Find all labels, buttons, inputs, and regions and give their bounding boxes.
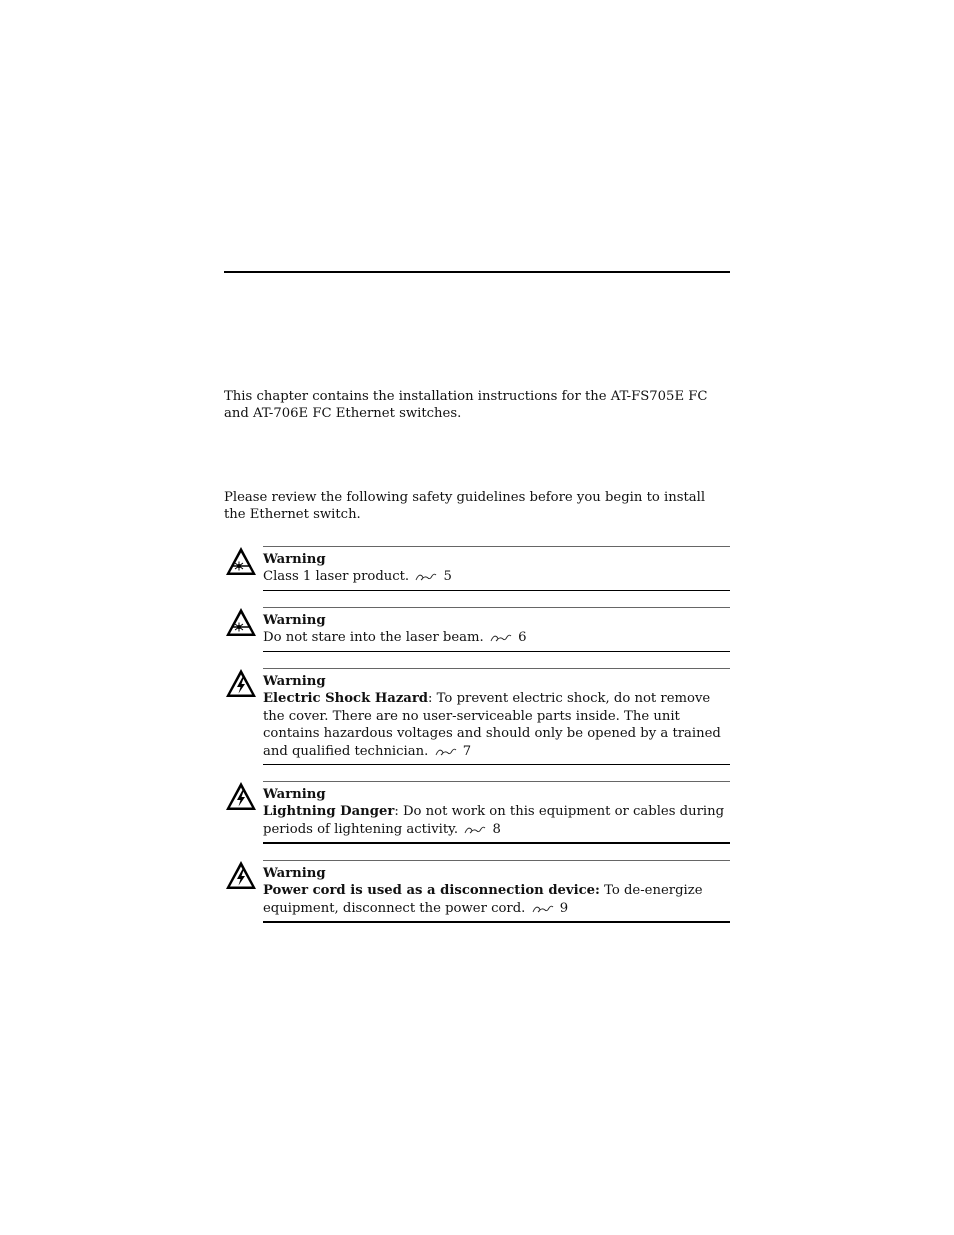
warning-title: Warning (263, 787, 326, 802)
warning-text: Do not stare into the laser beam. (263, 630, 484, 646)
warning-title: Warning (263, 552, 326, 567)
warning-lead: Power cord is used as a disconnection device: (263, 883, 600, 899)
electric-shock-warning-icon (224, 859, 258, 891)
warning-text: : To prevent electric shock, do not remove the cover. There are no user-serviceable parts inside. The unit contains hazardous voltages and should only be opened by a trained and qualified technician. (263, 691, 721, 759)
safety-paragraph: Please review the following safety guidelines before you begin to install the Ethernet switch. (224, 490, 706, 523)
translation-reference-icon (464, 825, 486, 835)
translation-reference-number: 6 (518, 630, 527, 646)
electric-shock-warning-icon (224, 667, 258, 699)
warning-lead: Lightning Danger (263, 804, 395, 820)
intro-paragraph: This chapter contains the installation instructions for the AT-FS705E FC and AT-706E FC Ethernet switches. (224, 389, 708, 422)
translation-reference-icon (435, 747, 457, 757)
translation-reference-number: 5 (443, 569, 452, 585)
warning-text: : Do not work on this equipment or cables during periods of lightening activity. (263, 804, 725, 837)
warning-bottom-rule (263, 842, 730, 844)
electric-shock-warning-icon (224, 780, 258, 812)
translation-reference-icon (415, 572, 437, 582)
translation-reference-icon (532, 904, 554, 914)
translation-reference-number: 7 (462, 743, 472, 759)
laser-warning-icon (224, 545, 258, 577)
warning-bottom-rule (263, 651, 730, 652)
warning-bottom-rule (263, 590, 730, 591)
warning-title: Warning (263, 866, 326, 881)
warning-text: Class 1 laser product. (263, 569, 410, 585)
warning-bottom-rule (263, 921, 730, 923)
translation-reference-number: 9 (559, 900, 569, 916)
laser-warning-icon (224, 606, 258, 638)
warning-lead: Electric Shock Hazard (263, 691, 429, 707)
translation-reference-number: 8 (492, 821, 501, 837)
chapter-rule (224, 271, 730, 273)
translation-reference-icon (490, 633, 512, 643)
warning-title: Warning (263, 674, 326, 689)
warning-text: To de-energize equipment, disconnect the power cord. (263, 883, 703, 916)
warning-title: Warning (263, 613, 326, 628)
warning-bottom-rule (263, 764, 730, 765)
